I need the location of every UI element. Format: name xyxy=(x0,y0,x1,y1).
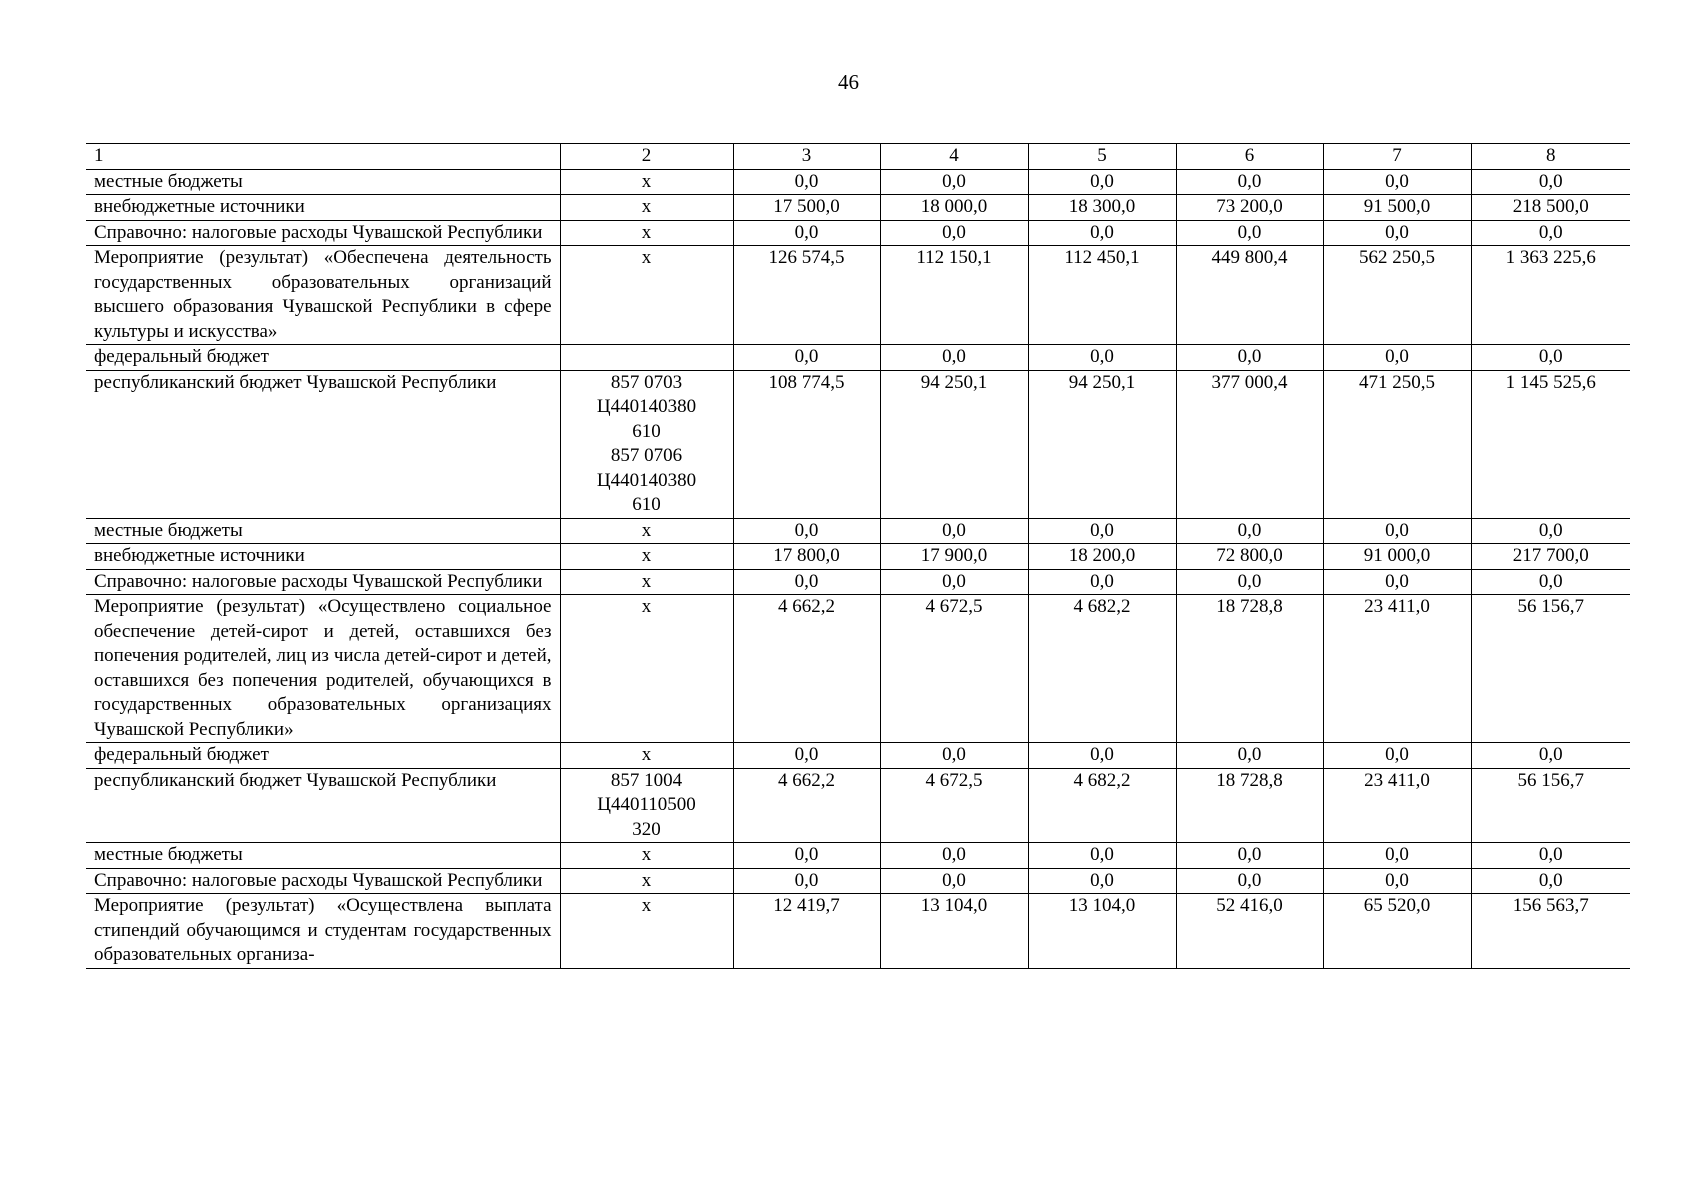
table-row xyxy=(86,169,1630,195)
value-cell-col-7: 471 250,5 xyxy=(1323,370,1471,518)
value-cell-col-5: 0,0 xyxy=(1028,843,1176,869)
row-label: местные бюджеты xyxy=(86,843,560,869)
value-cell-col-6: 0,0 xyxy=(1176,220,1323,246)
budget-code-cell xyxy=(560,569,733,595)
value-cell-col-6: 18 728,8 xyxy=(1176,595,1323,743)
value-cell-col-7: 0,0 xyxy=(1323,743,1471,769)
table-row xyxy=(86,195,1630,221)
value-cell-col-3: 0,0 xyxy=(733,569,880,595)
value-cell-col-6: 18 728,8 xyxy=(1176,768,1323,843)
header-cell-4: 4 xyxy=(880,144,1028,170)
row-label: республиканский бюджет Чувашской Республики xyxy=(86,768,560,843)
value-cell-col-6: 0,0 xyxy=(1176,169,1323,195)
budget-code-line: Ц440140380 xyxy=(596,469,697,491)
table-row xyxy=(86,894,1630,969)
value-cell-col-7: 23 411,0 xyxy=(1323,768,1471,843)
table-row xyxy=(86,569,1630,595)
value-cell-col-7: 0,0 xyxy=(1323,169,1471,195)
value-cell-col-8: 0,0 xyxy=(1471,518,1630,544)
budget-code-line: 610 xyxy=(632,494,661,515)
value-cell-col-8: 0,0 xyxy=(1471,743,1630,769)
table-row xyxy=(86,544,1630,570)
budget-code-line: x xyxy=(641,196,652,217)
value-cell-col-3: 126 574,5 xyxy=(733,246,880,345)
value-cell-col-6: 0,0 xyxy=(1176,843,1323,869)
row-label: Справочно: налоговые расходы Чувашской Республики xyxy=(86,868,560,894)
value-cell-col-7: 0,0 xyxy=(1323,220,1471,246)
value-cell-col-7: 0,0 xyxy=(1323,868,1471,894)
value-cell-col-3: 17 500,0 xyxy=(733,195,880,221)
budget-code-cell xyxy=(560,246,733,345)
value-cell-col-4: 4 672,5 xyxy=(880,595,1028,743)
value-cell-col-4: 13 104,0 xyxy=(880,894,1028,969)
value-cell-col-4: 0,0 xyxy=(880,868,1028,894)
table-row xyxy=(86,345,1630,371)
budget-code-line: x xyxy=(641,247,652,268)
value-cell-col-7: 0,0 xyxy=(1323,569,1471,595)
value-cell-col-8: 56 156,7 xyxy=(1471,768,1630,843)
row-label: внебюджетные источники xyxy=(86,195,560,221)
value-cell-col-4: 0,0 xyxy=(880,569,1028,595)
budget-code-line: x xyxy=(641,895,652,916)
value-cell-col-8: 0,0 xyxy=(1471,843,1630,869)
row-label: местные бюджеты xyxy=(86,169,560,195)
value-cell-col-6: 0,0 xyxy=(1176,743,1323,769)
value-cell-col-6: 0,0 xyxy=(1176,345,1323,371)
value-cell-col-6: 0,0 xyxy=(1176,868,1323,894)
value-cell-col-4: 4 672,5 xyxy=(880,768,1028,843)
value-cell-col-4: 0,0 xyxy=(880,518,1028,544)
value-cell-col-3: 0,0 xyxy=(733,345,880,371)
value-cell-col-6: 377 000,4 xyxy=(1176,370,1323,518)
budget-code-cell xyxy=(560,743,733,769)
value-cell-col-4: 0,0 xyxy=(880,220,1028,246)
value-cell-col-7: 0,0 xyxy=(1323,518,1471,544)
value-cell-col-8: 1 145 525,6 xyxy=(1471,370,1630,518)
row-label: внебюджетные источники xyxy=(86,544,560,570)
table-row xyxy=(86,370,1630,518)
budget-code-line: x xyxy=(641,869,652,891)
budget-code-cell xyxy=(560,595,733,743)
budget-code-line: x xyxy=(641,545,652,566)
value-cell-col-4: 17 900,0 xyxy=(880,544,1028,570)
budget-code-cell xyxy=(560,768,733,843)
value-cell-col-3: 12 419,7 xyxy=(733,894,880,969)
budget-code-line: x xyxy=(641,844,652,865)
row-label: Мероприятие (результат) «Осуществлено социальное обеспечение детей-сирот и детей, оставшихся без попечения родителей, лиц из числа детей-сирот и детей, оставшихся без попечения родителей, обучающихся в государственных образовательных организациях Чувашской Республики» xyxy=(86,595,560,743)
value-cell-col-4: 112 150,1 xyxy=(880,246,1028,345)
value-cell-col-8: 0,0 xyxy=(1471,569,1630,595)
value-cell-col-5: 0,0 xyxy=(1028,743,1176,769)
budget-code-cell xyxy=(560,518,733,544)
value-cell-col-4: 94 250,1 xyxy=(880,370,1028,518)
value-cell-col-6: 0,0 xyxy=(1176,569,1323,595)
budget-code-line: x xyxy=(641,170,652,192)
value-cell-col-8: 0,0 xyxy=(1471,868,1630,894)
budget-code-cell xyxy=(560,345,733,371)
value-cell-col-6: 449 800,4 xyxy=(1176,246,1323,345)
value-cell-col-6: 52 416,0 xyxy=(1176,894,1323,969)
value-cell-col-3: 0,0 xyxy=(733,868,880,894)
table-header-row xyxy=(86,144,1630,170)
header-cell-7: 7 xyxy=(1323,144,1471,170)
value-cell-col-3: 0,0 xyxy=(733,220,880,246)
value-cell-col-8: 217 700,0 xyxy=(1471,544,1630,570)
value-cell-col-7: 91 000,0 xyxy=(1323,544,1471,570)
budget-code-line: x xyxy=(641,570,652,592)
row-label: федеральный бюджет xyxy=(86,743,560,769)
row-label: Мероприятие (результат) «Обеспечена деятельность государственных образовательных организаций высшего образования Чувашской Республики в сфере культуры и искусства» xyxy=(86,246,560,345)
budget-code-cell xyxy=(560,544,733,570)
value-cell-col-5: 0,0 xyxy=(1028,868,1176,894)
row-label: республиканский бюджет Чувашской Республики xyxy=(86,370,560,518)
budget-code-cell xyxy=(560,843,733,869)
table-row xyxy=(86,518,1630,544)
value-cell-col-7: 0,0 xyxy=(1323,843,1471,869)
value-cell-col-5: 0,0 xyxy=(1028,518,1176,544)
value-cell-col-8: 56 156,7 xyxy=(1471,595,1630,743)
row-label: Справочно: налоговые расходы Чувашской Республики xyxy=(86,569,560,595)
value-cell-col-3: 0,0 xyxy=(733,518,880,544)
table-row xyxy=(86,843,1630,869)
value-cell-col-3: 0,0 xyxy=(733,843,880,869)
budget-code-line: Ц440110500 xyxy=(597,794,696,815)
budget-code-cell xyxy=(560,195,733,221)
budget-code-line: x xyxy=(641,744,652,765)
value-cell-col-3: 0,0 xyxy=(733,169,880,195)
value-cell-col-7: 0,0 xyxy=(1323,345,1471,371)
value-cell-col-4: 0,0 xyxy=(880,743,1028,769)
budget-code-cell xyxy=(560,370,733,518)
value-cell-col-4: 0,0 xyxy=(880,169,1028,195)
budget-code-line: Ц440140380 xyxy=(596,396,697,417)
budget-code-line: x xyxy=(641,221,652,243)
value-cell-col-7: 562 250,5 xyxy=(1323,246,1471,345)
value-cell-col-5: 0,0 xyxy=(1028,345,1176,371)
row-label: Мероприятие (результат) «Осуществлена выплата стипендий обучающимся и студентам государственных образовательных организа- xyxy=(86,894,560,969)
table-row xyxy=(86,246,1630,345)
row-label: местные бюджеты xyxy=(86,518,560,544)
budget-code-line: x xyxy=(641,519,652,541)
value-cell-col-3: 108 774,5 xyxy=(733,370,880,518)
table-row xyxy=(86,220,1630,246)
header-cell-8: 8 xyxy=(1471,144,1630,170)
budget-code-line: 610 xyxy=(632,420,661,442)
value-cell-col-4: 18 000,0 xyxy=(880,195,1028,221)
value-cell-col-6: 72 800,0 xyxy=(1176,544,1323,570)
value-cell-col-3: 17 800,0 xyxy=(733,544,880,570)
table-row xyxy=(86,768,1630,843)
row-label: федеральный бюджет xyxy=(86,345,560,371)
value-cell-col-5: 4 682,2 xyxy=(1028,595,1176,743)
budget-code-cell xyxy=(560,868,733,894)
value-cell-col-5: 112 450,1 xyxy=(1028,246,1176,345)
budget-code-line: x xyxy=(641,596,652,617)
budget-code-line: 857 1004 xyxy=(610,769,683,791)
budget-code-line: 320 xyxy=(632,818,661,840)
value-cell-col-8: 0,0 xyxy=(1471,169,1630,195)
table-row xyxy=(86,743,1630,769)
value-cell-col-6: 0,0 xyxy=(1176,518,1323,544)
value-cell-col-5: 4 682,2 xyxy=(1028,768,1176,843)
value-cell-col-4: 0,0 xyxy=(880,843,1028,869)
value-cell-col-8: 218 500,0 xyxy=(1471,195,1630,221)
value-cell-col-3: 4 662,2 xyxy=(733,768,880,843)
value-cell-col-4: 0,0 xyxy=(880,345,1028,371)
budget-code-cell xyxy=(560,894,733,969)
value-cell-col-5: 0,0 xyxy=(1028,569,1176,595)
row-label: Справочно: налоговые расходы Чувашской Республики xyxy=(86,220,560,246)
page-number: 46 xyxy=(838,70,859,94)
header-cell-3: 3 xyxy=(733,144,880,170)
value-cell-col-7: 65 520,0 xyxy=(1323,894,1471,969)
value-cell-col-5: 18 300,0 xyxy=(1028,195,1176,221)
value-cell-col-7: 91 500,0 xyxy=(1323,195,1471,221)
value-cell-col-3: 4 662,2 xyxy=(733,595,880,743)
value-cell-col-5: 0,0 xyxy=(1028,220,1176,246)
header-cell-2: 2 xyxy=(560,144,733,170)
value-cell-col-5: 94 250,1 xyxy=(1028,370,1176,518)
value-cell-col-6: 73 200,0 xyxy=(1176,195,1323,221)
header-cell-5: 5 xyxy=(1028,144,1176,170)
value-cell-col-8: 0,0 xyxy=(1471,345,1630,371)
budget-code-line: 857 0703 xyxy=(610,371,683,393)
header-cell-6: 6 xyxy=(1176,144,1323,170)
budget-code-cell xyxy=(560,169,733,195)
table-row xyxy=(86,868,1630,894)
budget-code-cell xyxy=(560,220,733,246)
value-cell-col-8: 0,0 xyxy=(1471,220,1630,246)
value-cell-col-5: 13 104,0 xyxy=(1028,894,1176,969)
value-cell-col-5: 0,0 xyxy=(1028,169,1176,195)
value-cell-col-8: 1 363 225,6 xyxy=(1471,246,1630,345)
budget-table xyxy=(86,143,1630,969)
value-cell-col-8: 156 563,7 xyxy=(1471,894,1630,969)
header-cell-1: 1 xyxy=(86,144,560,170)
table-row xyxy=(86,595,1630,743)
value-cell-col-3: 0,0 xyxy=(733,743,880,769)
budget-code-line: 857 0706 xyxy=(610,445,683,466)
value-cell-col-7: 23 411,0 xyxy=(1323,595,1471,743)
value-cell-col-5: 18 200,0 xyxy=(1028,544,1176,570)
